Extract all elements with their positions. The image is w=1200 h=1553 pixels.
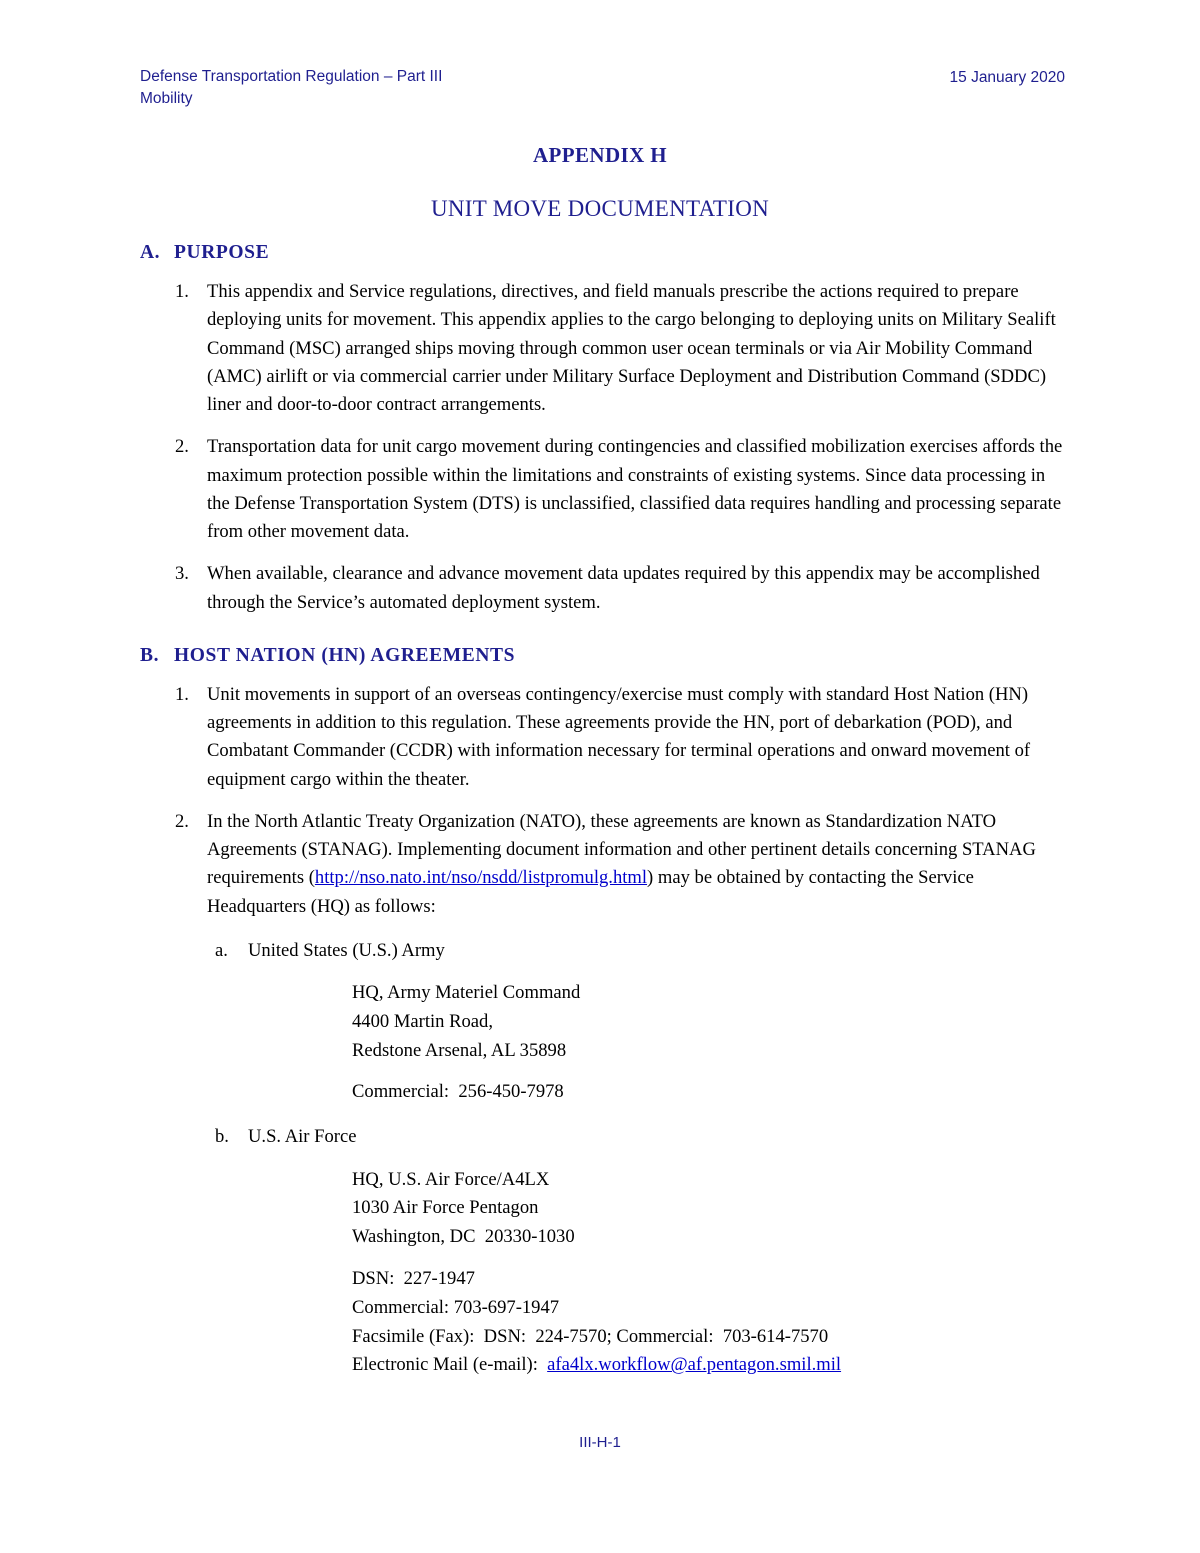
section-title: PURPOSE	[174, 242, 270, 263]
list-item	[140, 937, 1070, 965]
section-heading-host-nation-agreements	[140, 645, 1070, 667]
section-title: HOST NATION (HN) AGREEMENTS	[174, 644, 516, 666]
contact-line: Commercial: 703-697-1947	[352, 1296, 560, 1318]
address-block	[352, 1166, 1070, 1252]
list-text-after-link: ) may be obtained by contacting the Service Headquarters (HQ) as follows:	[207, 867, 974, 917]
list-marker: 1.	[175, 683, 189, 705]
header-left	[140, 66, 442, 111]
address-line: Washington, DC 20330-1030	[352, 1226, 575, 1248]
email-line	[352, 1351, 1070, 1380]
appendix-title: APPENDIX H	[532, 143, 668, 167]
list-marker: 3.	[175, 563, 189, 585]
address-line: HQ, U.S. Air Force/A4LX	[352, 1168, 550, 1190]
list-text: Unit movements in support of an overseas contingency/exercise must comply with standard Host Nation (HN) agreements in addition to this regulation. These agreements provide the HN, port of debarkation (POD), and Combatant Commander (CCDR) with information necessary for terminal operations and onward movement of equipment cargo within the theater.	[207, 683, 1031, 790]
list-text: When available, clearance and advance movement data updates required by this appendix may be accomplished through the Service’s automated deployment system.	[207, 563, 1040, 613]
contact-line: DSN: 227-1947	[352, 1267, 475, 1289]
list-marker: a.	[215, 939, 228, 961]
stanag-promulgation-link[interactable]: http://nso.nato.int/nso/nsdd/listpromulg.html	[314, 867, 648, 889]
list-text: This appendix and Service regulations, directives, and field manuals prescribe the actions required to prepare deploying units for movement. This appendix applies to the cargo belonging to deploying units on Military Sealift Command (MSC) arranged ships moving through common user ocean terminals or via Air Mobility Command (AMC) airlift or via commercial carrier under Military Surface Deployment and Distribution Command (SDDC) liner and door-to-door contract arrangements.	[207, 281, 1056, 415]
section-heading-purpose	[140, 242, 1070, 264]
list-item	[140, 278, 1070, 419]
section-letter: A.	[140, 242, 161, 263]
section-letter: B.	[140, 644, 160, 666]
address-line: HQ, Army Materiel Command	[352, 982, 581, 1003]
document-header	[140, 66, 1065, 111]
list-item	[140, 1123, 1070, 1151]
header-date: 15 January 2020	[949, 69, 1065, 86]
address-block	[352, 979, 1070, 1065]
address-line: 4400 Martin Road,	[352, 1010, 493, 1032]
page-title: UNIT MOVE DOCUMENTATION	[430, 196, 770, 221]
header-regulation-title: Defense Transportation Regulation – Part III	[140, 68, 443, 85]
list-item	[140, 560, 1070, 617]
service-label: U.S. Air Force	[248, 1126, 357, 1148]
list-item	[140, 808, 1070, 921]
document-body	[140, 242, 1070, 1380]
list-marker: 2.	[175, 436, 189, 458]
list-item	[140, 681, 1070, 794]
list-marker: 1.	[175, 281, 189, 302]
contact-line: Commercial: 256-450-7978	[352, 1081, 564, 1103]
list-text-before-link: In the North Atlantic Treaty Organization (NATO), these agreements are known as Standardization NATO Agreements (STANAG). Implementing document information and other pertinent details concerning STANAG requirements (	[207, 810, 1036, 889]
list-marker: 2.	[175, 810, 189, 832]
page-footer: III-H-1	[579, 1434, 621, 1451]
email-link[interactable]: afa4lx.workflow@af.pentagon.smil.mil	[547, 1354, 842, 1376]
email-label: Electronic Mail (e-mail):	[352, 1354, 548, 1376]
list-item	[140, 433, 1070, 546]
contact-line: Facsimile (Fax): DSN: 224-7570; Commercial: 703-614-7570	[352, 1325, 829, 1347]
list-text: Transportation data for unit cargo movement during contingencies and classified mobilization exercises affords the maximum protection possible within the limitations and constraints of existing systems. Since data processing in the Defense Transportation System (DTS) is unclassified, classified data requires handling and processing separate from other movement data.	[207, 436, 1063, 542]
contact-block	[352, 1078, 1070, 1107]
list-marker: b.	[215, 1126, 229, 1148]
address-line: Redstone Arsenal, AL 35898	[352, 1039, 567, 1061]
header-subtitle: Mobility	[140, 90, 193, 108]
list-text-with-link	[207, 808, 1070, 921]
contact-block	[352, 1265, 1070, 1380]
service-label: United States (U.S.) Army	[248, 939, 445, 961]
address-line: 1030 Air Force Pentagon	[352, 1197, 539, 1219]
